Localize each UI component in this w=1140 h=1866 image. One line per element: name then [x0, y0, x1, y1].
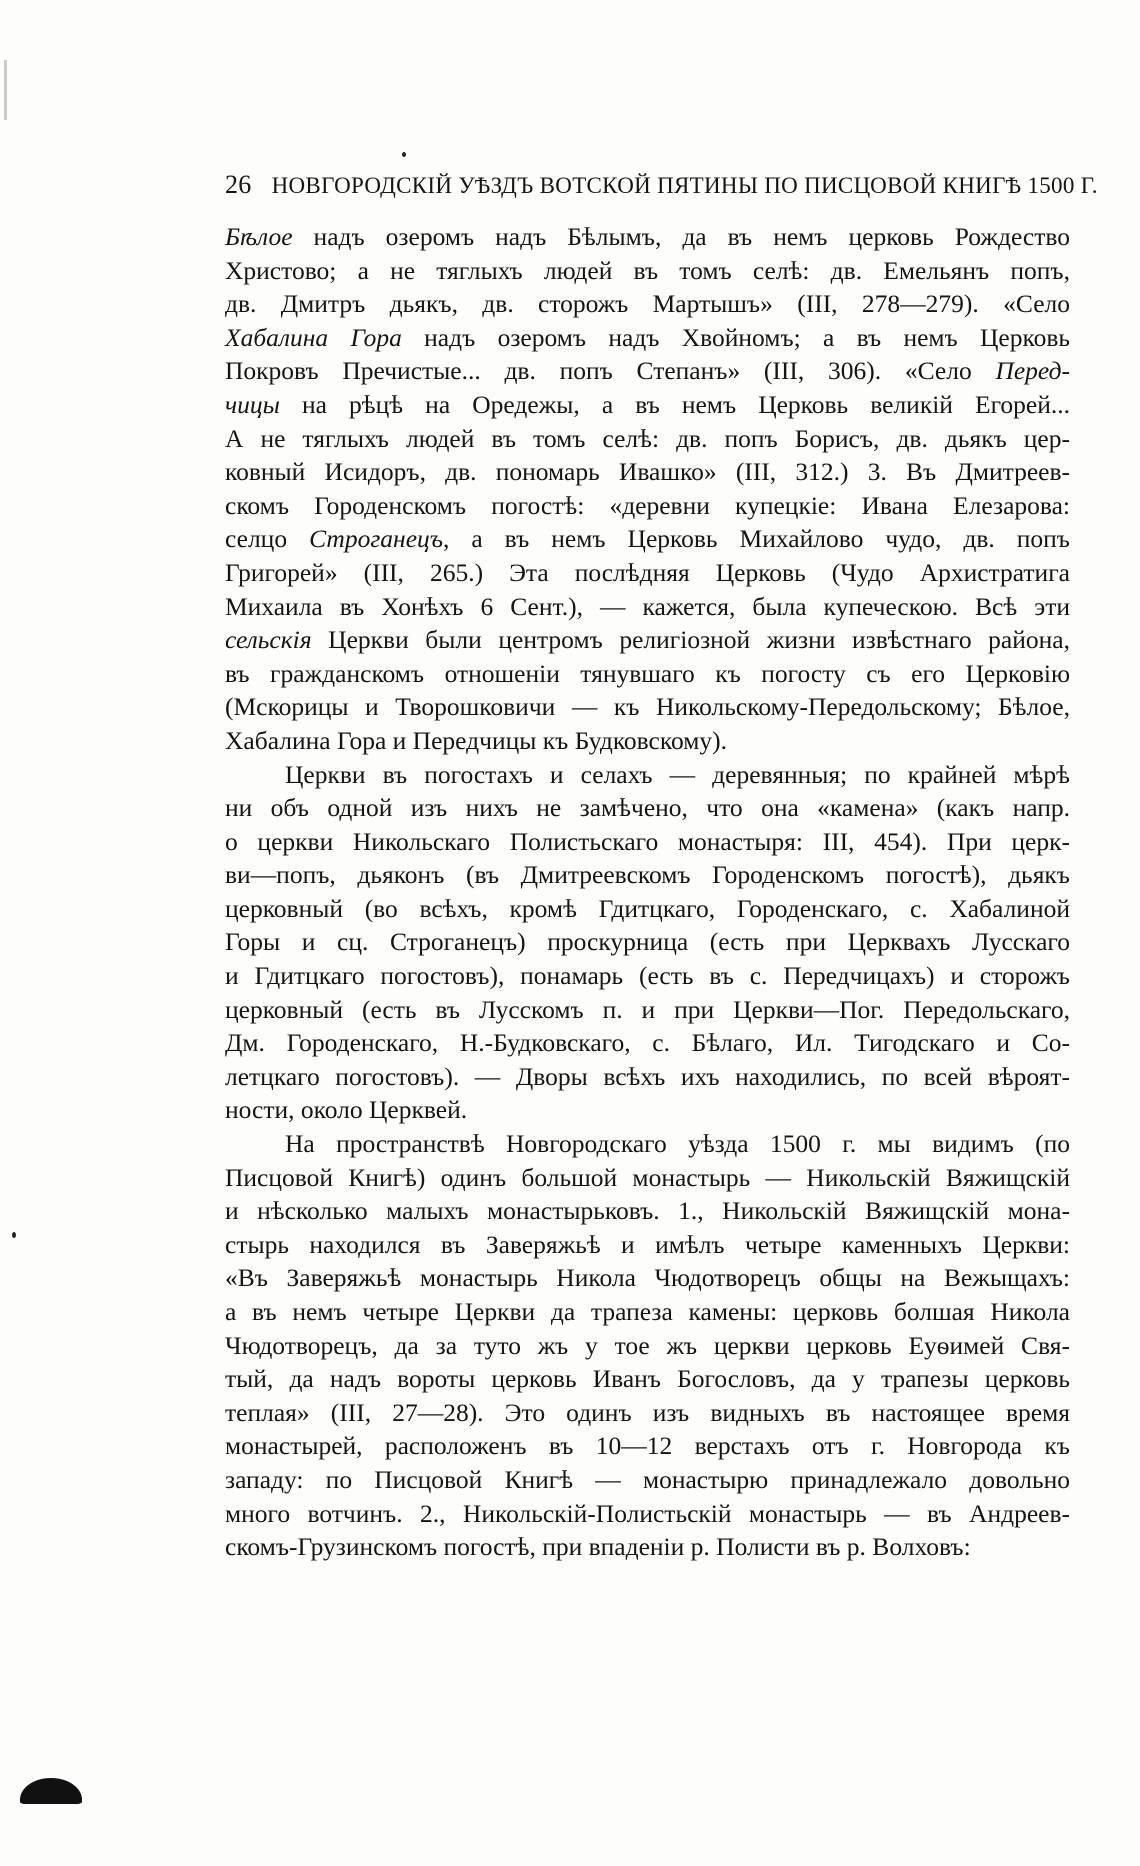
text-run: а въ немъ четыре Церкви да трапеза камены: церковь болшая Никола	[225, 1297, 1070, 1326]
running-header	[225, 170, 1098, 200]
italic-run: сельскія	[225, 625, 312, 655]
text-run: «Въ Заверяжьѣ монастырь Никола Чюдотворецъ общы на Вежыщахъ:	[225, 1263, 1070, 1293]
text-run: много вотчинъ. 2., Никольскій-Полистьскій монастырь — въ Андреев-	[225, 1498, 1070, 1528]
text-line	[225, 1396, 1070, 1430]
text-run: ности, около Церквей.	[225, 1095, 468, 1125]
text-line	[225, 925, 1070, 959]
paragraph	[225, 758, 1070, 1128]
text-run: и нѣсколько малыхъ монастырьковъ. 1., Никольскій Вяжищскій мона-	[225, 1196, 1070, 1226]
ink-speck	[12, 1232, 16, 1238]
text-line	[225, 489, 1070, 523]
text-run: Горы и сц. Строганецъ) проскурница (есть при Церквахъ Лусскаго	[225, 927, 1070, 957]
text-run: скомъ-Грузинскомъ погостѣ, при впаденіи р. Полисти въ р. Волховъ:	[225, 1532, 971, 1562]
text-line	[225, 1161, 1070, 1195]
text-run: Церкви были центромъ религіозной жизни извѣстнаго района,	[311, 625, 1070, 655]
text-line	[225, 858, 1070, 892]
text-line	[225, 321, 1070, 355]
text-line	[225, 254, 1070, 288]
text-line	[225, 556, 1070, 590]
scan-edge-mark	[4, 60, 7, 120]
text-line	[225, 724, 1070, 758]
text-run: скомъ Городенскомъ погостѣ: «деревни купецкіе: Ивана Елезарова:	[225, 490, 1070, 520]
ink-blot	[20, 1778, 82, 1804]
text-run: А не тяглыхъ людей въ томъ селѣ: дв. попъ Борисъ, дв. дьякъ цер-	[225, 423, 1070, 453]
text-run: летцкаго погостовъ). — Дворы всѣхъ ихъ находились, по всей вѣроят-	[225, 1061, 1070, 1091]
italic-run: чицы	[225, 389, 280, 419]
text-run: въ гражданскомъ отношеніи тянувшаго къ погосту съ его Церковію	[225, 658, 1070, 688]
text-run: На пространствѣ Новгородскаго уѣзда 1500 г. мы видимъ (по	[285, 1129, 1070, 1159]
text-run: западу: по Писцовой Книгѣ — монастырю принадлежало довольно	[225, 1464, 1070, 1494]
text-run: Христово; а не тяглыхъ людей въ томъ селѣ: дв. Емельянъ попъ,	[225, 255, 1070, 285]
text-line	[225, 1127, 1070, 1161]
text-run: на рѣцѣ на Оредежы, а въ немъ Церковь великій Егорей...	[279, 389, 1070, 419]
text-line	[225, 1060, 1070, 1094]
body-text	[225, 220, 1070, 1564]
text-line	[225, 1093, 1070, 1127]
italic-run: Хабалина Гора	[225, 322, 402, 352]
text-run: Писцовой Книгѣ) одинъ большой монастырь — Никольскій Вяжищскій	[225, 1162, 1070, 1192]
text-line	[225, 1497, 1070, 1531]
text-run: надъ озеромъ надъ Хвойномъ; а въ немъ Церковь	[401, 322, 1071, 352]
text-run: дв. Дмитръ дьякъ, дв. сторожъ Мартышъ» (III, 278—279). «Село	[225, 289, 1070, 319]
text-run: Дм. Городенскаго, Н.-Будковскаго, с. Бѣлаго, Ил. Тигодскаго и Со-	[225, 1028, 1070, 1058]
text-run: о церкви Никольскаго Полистьскаго монастыря: III, 454). При церк-	[225, 826, 1070, 856]
text-line	[225, 590, 1070, 624]
text-run: монастырей, расположенъ въ 10—12 верстахъ отъ г. Новгорода къ	[225, 1431, 1070, 1461]
text-line	[225, 455, 1070, 489]
text-run: Михаила въ Хонѣхъ 6 Сент.), — кажется, была купеческою. Всѣ эти	[225, 591, 1070, 621]
text-run: стырь находился въ Заверяжьѣ и имѣлъ четыре каменныхъ Церкви:	[225, 1229, 1070, 1259]
ink-speck	[402, 152, 406, 157]
text-run: Хабалина Гора и Передчицы къ Будковскому).	[225, 725, 727, 755]
text-line	[225, 657, 1070, 691]
text-run: Чюдотворецъ, да за туто жъ у тое жъ церкви церковь Еуѳимей Свя-	[225, 1330, 1070, 1360]
text-run: Покровъ Пречистые... дв. попъ Степанъ» (III, 306). «Село	[225, 356, 996, 386]
text-line	[225, 1228, 1070, 1262]
text-line	[225, 1261, 1070, 1295]
text-line	[225, 1463, 1070, 1497]
text-line	[225, 623, 1070, 657]
paragraph	[225, 1127, 1070, 1564]
text-line	[225, 1295, 1070, 1329]
text-run: надъ озеромъ надъ Бѣлымъ, да въ немъ церковь Рождество	[292, 222, 1070, 251]
text-line	[225, 1530, 1070, 1564]
italic-run: Строганецъ	[309, 524, 443, 554]
page-number: 26	[225, 170, 252, 199]
text-line	[225, 758, 1070, 792]
text-line	[225, 690, 1070, 724]
text-line	[225, 287, 1070, 321]
text-run: (Мскорицы и Творошковичи — къ Никольскому-Передольскому; Бѣлое,	[225, 692, 1070, 722]
text-line	[225, 1026, 1070, 1060]
text-line	[225, 220, 1070, 254]
text-run: церковный (во всѣхъ, кромѣ Гдитцкаго, Городенскаго, с. Хабалиной	[225, 893, 1070, 923]
text-run: ковный Исидоръ, дв. пономарь Ивашко» (III, 312.) 3. Въ Дмитреев-	[225, 457, 1070, 487]
text-line	[225, 825, 1070, 859]
text-run: теплая» (III, 27—28). Это одинъ изъ видныхъ въ настоящее время	[225, 1397, 1070, 1427]
text-run: церковный (есть въ Лусскомъ п. и при Церкви—Пог. Передольскаго,	[225, 994, 1070, 1024]
text-line	[225, 388, 1070, 422]
text-run: и Гдитцкаго погостовъ), понамарь (есть въ с. Передчицахъ) и сторожъ	[225, 961, 1070, 991]
text-line	[225, 354, 1070, 388]
text-line	[225, 993, 1070, 1027]
paragraph	[225, 220, 1070, 758]
italic-run: Бѣлое	[225, 222, 293, 251]
text-line	[225, 1362, 1070, 1396]
running-title: НОВГОРОДСКІЙ УѢЗДЪ ВОТСКОЙ ПЯТИНЫ ПО ПИСЦОВОЙ КНИГѢ 1500 Г.	[271, 173, 1098, 198]
text-run: селцо	[225, 524, 310, 554]
text-line	[225, 1194, 1070, 1228]
text-line	[225, 791, 1070, 825]
italic-run: Перед-	[995, 356, 1070, 386]
text-line	[225, 1429, 1070, 1463]
text-run: тый, да надъ вороты церковь Иванъ Богословъ, да у трапезы церковь	[225, 1364, 1070, 1394]
text-run: ви—попъ, дьяконъ (въ Дмитреевскомъ Городенскомъ погостѣ), дьякъ	[225, 860, 1070, 890]
text-run: , а въ немъ Церковь Михайлово чудо, дв. попъ	[443, 524, 1070, 554]
text-run: Григорей» (III, 265.) Эта послѣдняя Церковь (Чудо Архистратига	[225, 557, 1070, 587]
text-run: ни объ одной изъ нихъ не замѣчено, что она «камена» (какъ напр.	[225, 793, 1070, 823]
text-line	[225, 522, 1070, 556]
text-line	[225, 892, 1070, 926]
text-line	[225, 959, 1070, 993]
text-line	[225, 1329, 1070, 1363]
text-run: Церкви въ погостахъ и селахъ — деревянныя; по крайней мѣрѣ	[285, 759, 1070, 789]
text-line	[225, 422, 1070, 456]
